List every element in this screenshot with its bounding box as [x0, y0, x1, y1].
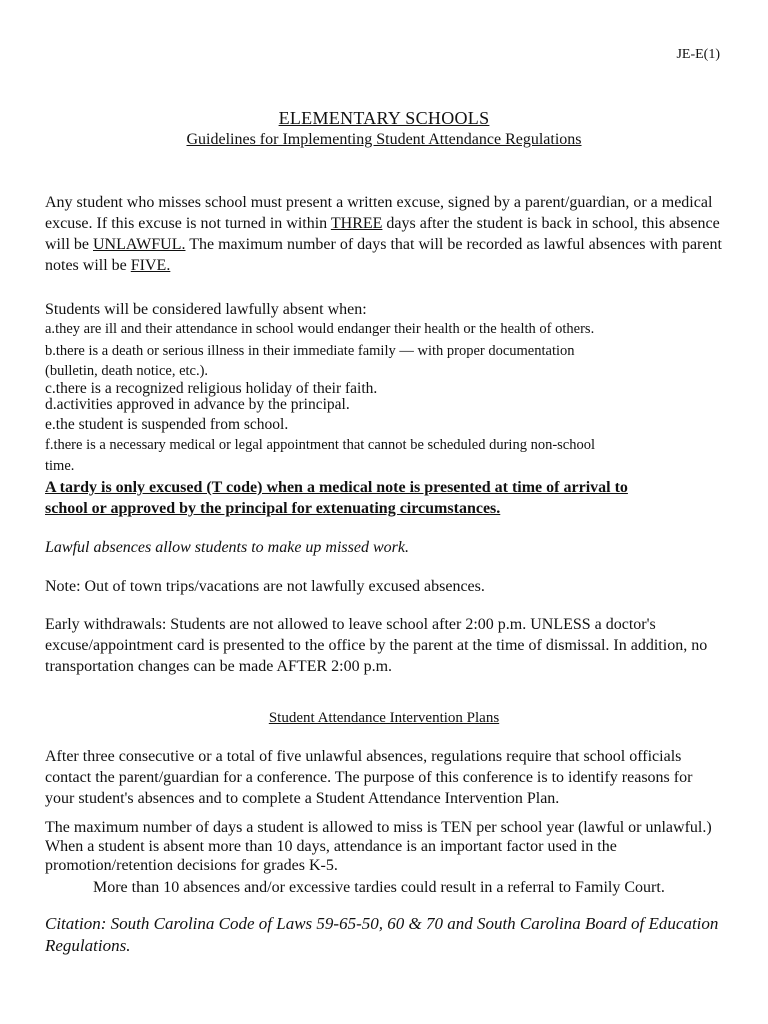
excuse-text-2: days after the student is back in school, this absence will be — [45, 215, 720, 253]
list-letter: b. — [45, 343, 56, 359]
document-subtitle: Guidelines for Implementing Student Attendance Regulations — [186, 131, 582, 148]
tardy-policy — [45, 477, 725, 519]
lawful-item-d — [45, 396, 725, 414]
tardy-line-2: school or approved by the principal for extenuating circumstances. — [45, 500, 501, 517]
trips-note: Note: Out of town trips/vacations are not lawfully excused absences. — [45, 578, 485, 595]
family-court-paragraph: More than 10 absences and/or excessive tardies could result in a referral to Family Court. — [93, 879, 665, 896]
lawful-item-a — [45, 321, 725, 338]
list-item-text: activities approved in advance by the principal. — [56, 396, 350, 413]
list-letter: e. — [45, 416, 56, 433]
lawful-item-b-continued: (bulletin, death notice, etc.). — [45, 363, 209, 379]
list-item-text: there is a death or serious illness in their immediate family — with proper documentation — [55, 343, 575, 359]
lawful-intro: Students will be considered lawfully absent when: — [45, 301, 367, 318]
list-letter: d. — [45, 396, 57, 413]
early-withdrawals-paragraph: Early withdrawals: Students are not allowed to leave school after 2:00 p.m. UNLESS a doctor's excuse/appointment card is presented to the office by the parent at the time of dismissal. In addition, no transportation changes can be made AFTER 2:00 p.m. — [45, 616, 708, 675]
citation: Citation: South Carolina Code of Laws 59-65-50, 60 & 70 and South Carolina Board of Education Regulations. — [45, 914, 719, 955]
list-item-text: the student is suspended from school. — [55, 416, 289, 433]
maximum-days-paragraph: The maximum number of days a student is allowed to miss is TEN per school year (lawful or unlawful.) When a student is absent more than 10 days, attendance is an important factor used in the promotion/retention decisions for grades K-5. — [45, 819, 712, 874]
excuse-unlawful: UNLAWFUL. — [93, 236, 186, 253]
excuse-paragraph — [45, 192, 725, 276]
tardy-line-1: A tardy is only excused (T code) when a medical note is presented at time of arrival to — [45, 479, 628, 496]
lawful-absences-note: Lawful absences allow students to make up missed work. — [45, 539, 409, 556]
document-title: ELEMENTARY SCHOOLS — [278, 108, 490, 128]
lawful-item-e — [45, 416, 725, 434]
lawful-item-b — [45, 343, 725, 360]
lawful-item-f — [45, 437, 725, 454]
intervention-paragraph: After three consecutive or a total of five unlawful absences, regulations require that school officials contact the parent/guardian for a conference. The purpose of this conference is to identify reasons for your student's absences and to complete a Student Attendance Intervention Plan. — [45, 748, 693, 807]
list-letter: c. — [45, 380, 56, 397]
list-item-text: there is a necessary medical or legal appointment that cannot be scheduled during non-school — [53, 437, 596, 453]
list-item-text: they are ill and their attendance in school would endanger their health or the health of others. — [55, 321, 595, 337]
excuse-three: THREE — [330, 215, 383, 232]
list-item-text: there is a recognized religious holiday of their faith. — [55, 380, 378, 397]
list-letter: a. — [45, 321, 56, 337]
list-letter: f. — [45, 437, 54, 453]
excuse-text-1: Any student who misses school must present a written excuse, signed by a parent/guardian, or a medical excuse. If this excuse is not turned in within — [45, 194, 713, 232]
excuse-five: FIVE. — [130, 257, 171, 274]
excuse-text-3: The maximum number of days that will be recorded as lawful absences with parent notes will be — [45, 236, 722, 274]
document-code: JE-E(1) — [676, 47, 720, 62]
section-heading: Student Attendance Intervention Plans — [268, 710, 500, 726]
lawful-item-f-continued: time. — [45, 458, 75, 474]
